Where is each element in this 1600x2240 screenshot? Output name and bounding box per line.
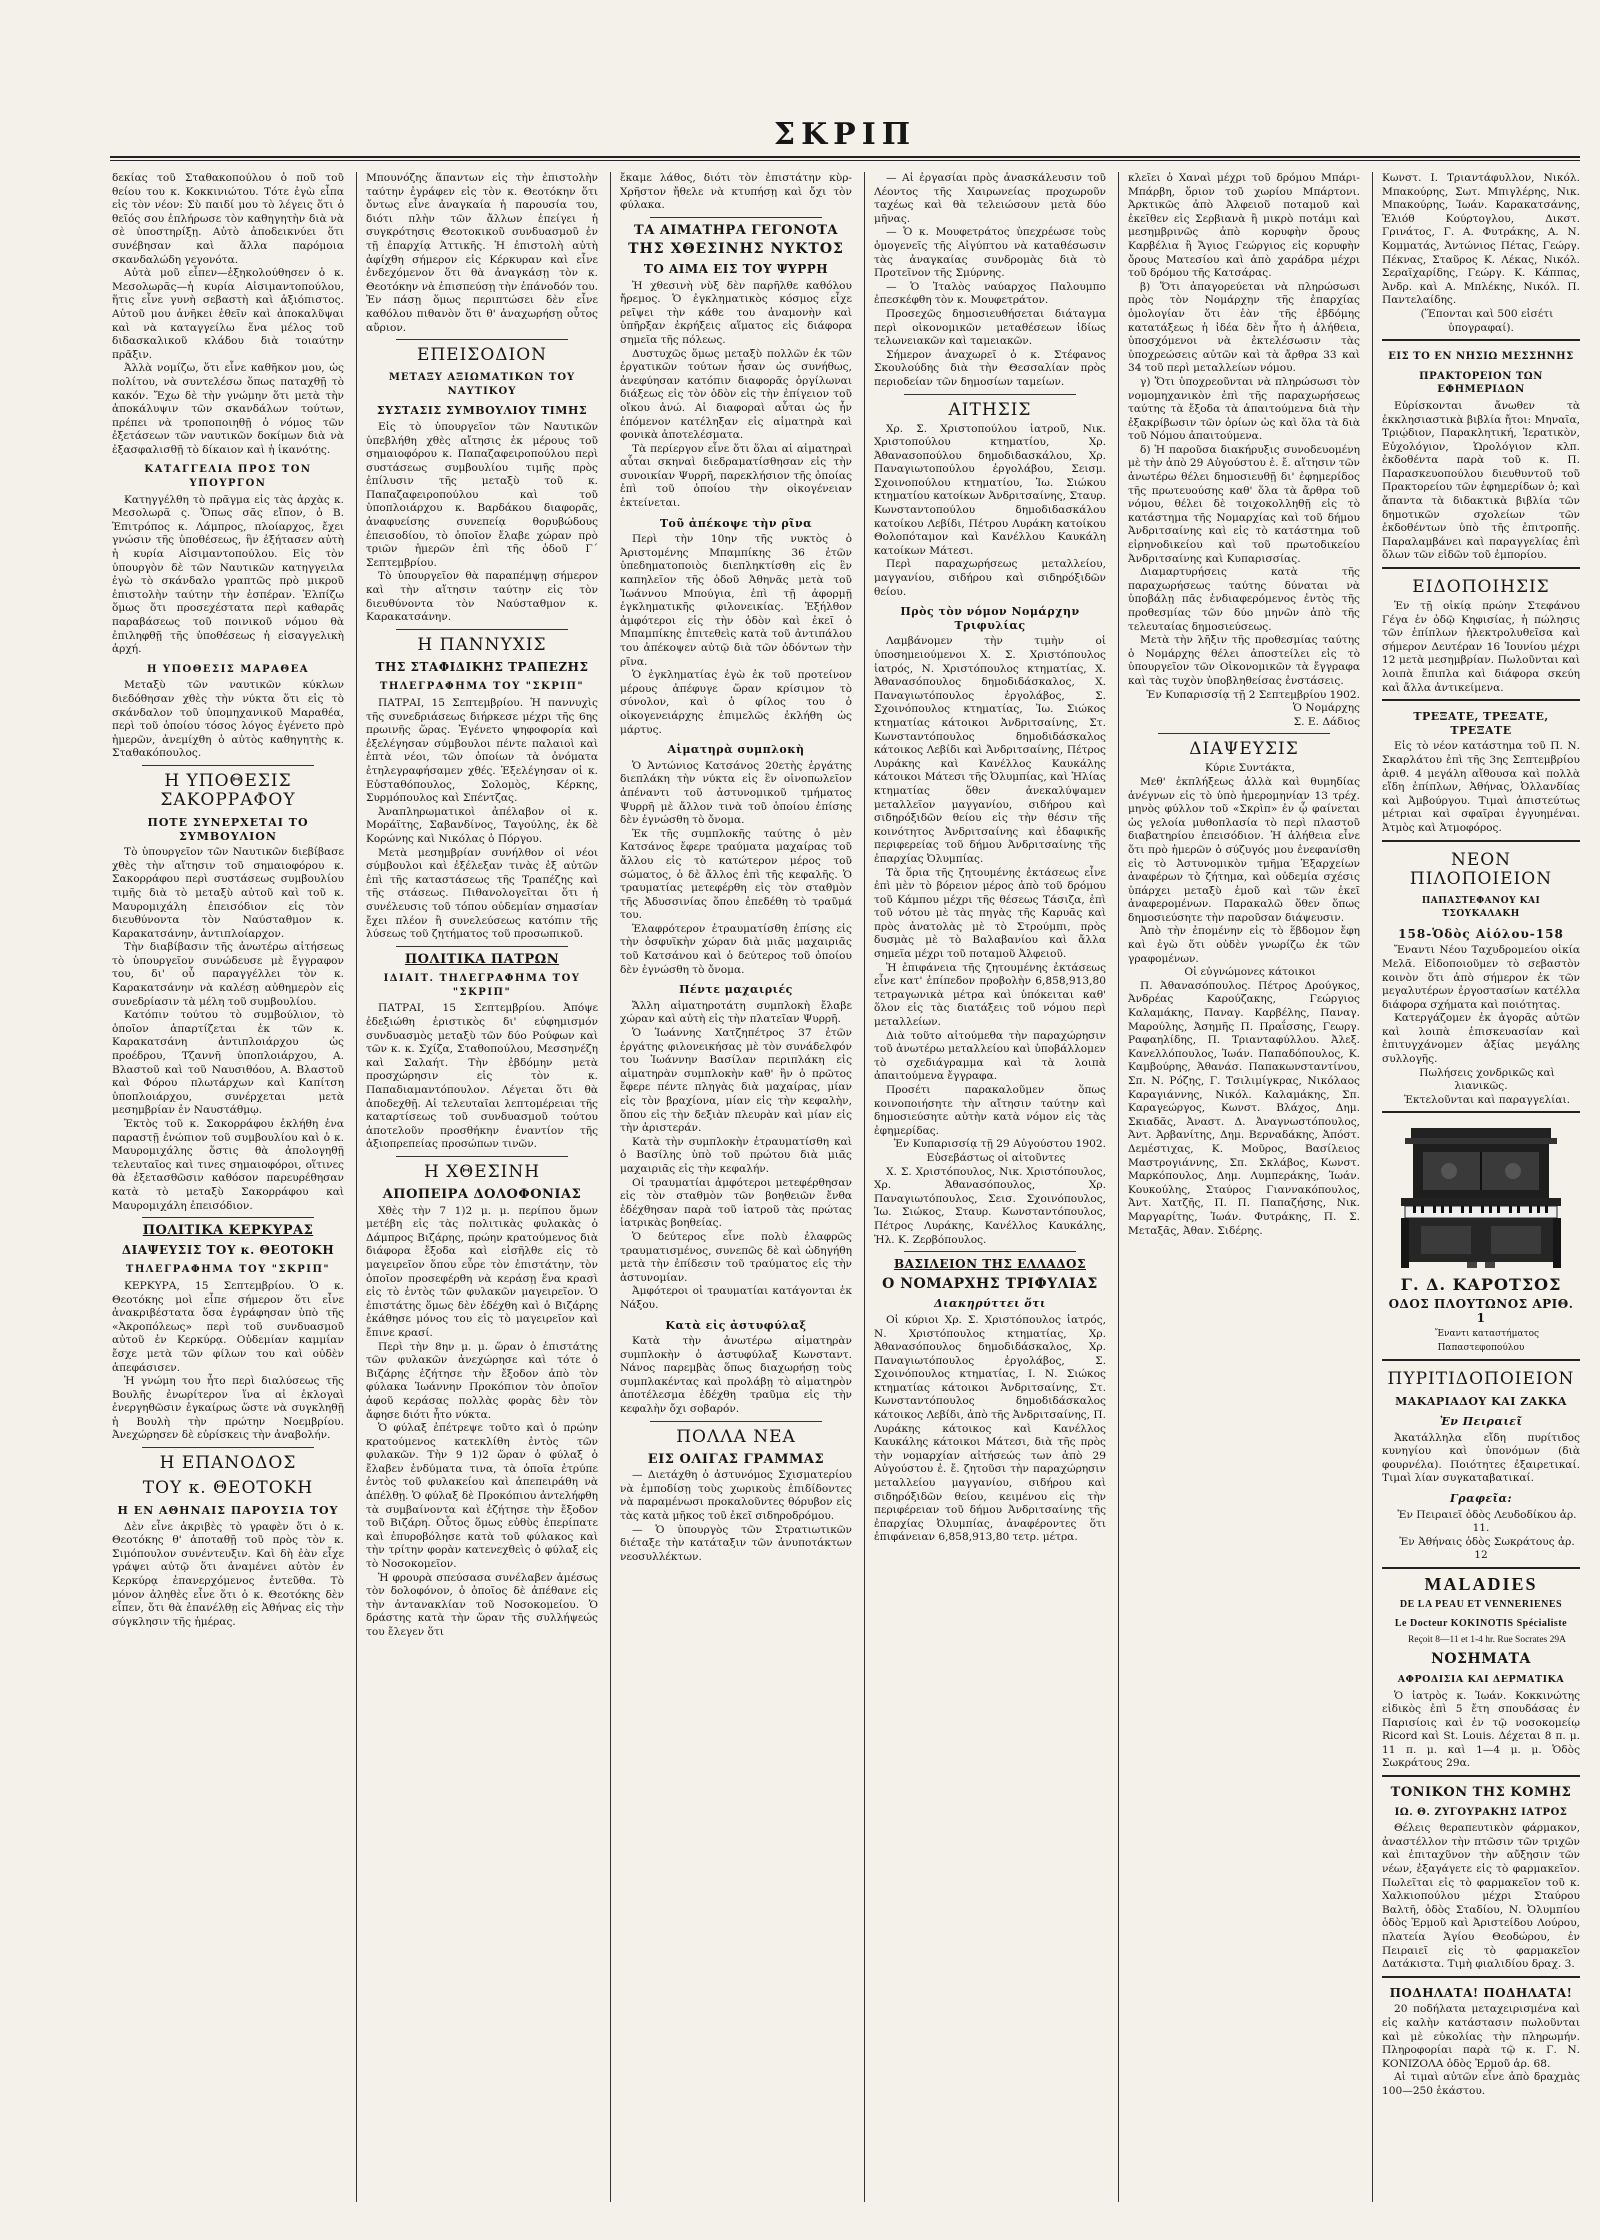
article-text: Ἄλλη αἱματηροτάτη συμπλοκὴ ἔλαβε χώραν καὶ αὐτὴ εἰς τὴν πλατεῖαν Ψυρρῆ. (620, 999, 852, 1026)
ad-heading: ΑΦΡΟΔΙΣΙΑ ΚΑΙ ΔΕΡΜΑΤΙΚΑ (1397, 1673, 1565, 1685)
signature-title: Ὁ Νομάρχης (1292, 702, 1360, 715)
article-text: Ἡ χθεσινὴ νὺξ δὲν παρῆλθε καθόλου ἤρεμος. Ὁ ἐγκληματικὸς κόσμος εἶχε ρεῖψει τὴν κάθε του ἀναμονὴν καὶ ὑπῆρξαν ἐκρήξεις αἵματος εἰς διάφορα σημεῖα τῆς πόλεως. (620, 279, 852, 346)
ad-bicycles (1382, 1976, 1580, 2099)
ad-heading: 158-Ὁδὸς Αἰόλου-158 (1398, 926, 1564, 941)
masthead-rule-thin (110, 160, 1580, 161)
article-text: Ὁ φύλαξ ἐπέτρεψε τοῦτο καὶ ὁ πρώην κρατούμενος κατεκλίθη ἐντὸς τῶν φυλακῶν. Τὴν 9 1)2 ὥραν ὁ φύλαξ ὁ ἔλαβεν ἐνδύματα τινα, τὰ ὁποῖα ἐτρύπε ἐντὸς τοῦ φυλακείου καὶ ἀπεπειράθη νὰ ἀπέλθῃ. Ὁ φύλαξ δὲ Προκόπιου ἀντελήφθη τὰ συμβαίνοντα καὶ ἐζήτησε τὴν ἔξοδον τοῦ Βιζάρη. Οὗτος ὅμως εὐθὺς ἐπερίπατε καὶ ἐπυροβόλησε κατὰ τοῦ φύλακος καὶ τὴν τρίτην φορὰν κατενεχθεὶς ὁ φύλαξ εἰς τὸ Νοσοκομεῖον. (366, 1422, 598, 1571)
ad-text: Πωλήσεις χονδρικῶς καὶ λιανικῶς. (1419, 1066, 1555, 1093)
salutation: Κύριε Συντάκτα, (1205, 762, 1295, 775)
article-text: Ὁ δεύτερος εἶνε πολὺ ἐλαφρῶς τραυματισμένος, συνεπῶς δὲ καὶ ὡδηγήθη μετὰ τὴν ἐπίδεσιν τοῦ τραύματος εἰς τὴν ἀστυνομίαν. (620, 1230, 852, 1284)
subheadline: ΤΗΣ ΣΤΑΦΙΔΙΚΗΣ ΤΡΑΠΕΖΗΣ (375, 659, 589, 674)
headline: ΤΗΣ ΧΘΕΣΙΝΗΣ ΝΥΚΤΟΣ (628, 241, 844, 258)
column-rule (1118, 172, 1119, 2202)
ad-gunpowder (1382, 1359, 1580, 1563)
ad-hat-factory (1382, 840, 1580, 1108)
ad-heading: ΠΟΔΗΛΑΤΑ! ΠΟΔΗΛΑΤΑ! (1389, 1985, 1573, 2000)
headline: Η ΕΠΑΝΟΔΟΣ (159, 1453, 297, 1474)
article-text: Περὶ παραχωρήσεως μεταλλείου, μαγγανίου, σιδήρου καὶ σιδηρόξιδῶν θείου. (874, 558, 1106, 598)
dateline-heading: ΤΗΛΕΓΡΑΦΗΜΑ ΤΟΥ "ΣΚΡΙΠ" (379, 681, 585, 693)
ad-heading: Ἐν Πειραιεῖ (1439, 1415, 1523, 1428)
dateline-heading: ΤΗΛΕΓΡΑΦΗΜΑ ΤΟΥ "ΣΚΡΙΠ" (125, 1264, 331, 1276)
headline: ΔΙΑΨΕΥΣΙΣ (1189, 739, 1299, 760)
article-text: Αὐτὰ μοῦ εἶπεν—ἐξηκολούθησεν ὁ κ. Μεσολωρᾶς—ἡ κυρία Αἰσιμαντοπούλου, ἥτις εἶνε γυνὴ σεβαστὴ καὶ ἀξιόπιστος. Αὐτοῦ μου ἀνῆκει ἐθεῖν καὶ ἀποκαλῦψαι καὶ νὰ καταγγείλω ἕνα μέλος τοῦ διδασκαλικοῦ κλάδου διὰ τοιαύτην πρᾶξιν. (112, 267, 344, 361)
article-text: — Διετάχθη ὁ ἀστυνόμος Σχισματερίου νὰ ἐμποδίσῃ τοὺς χωρικοὺς ἐπιδίδοντες νὰ παραμένωσι προκαλοῦντες θόρυβον εἰς τὰς κατὰ μῆκος τοῦ ἐκεῖ σιδηροδρόμου. (620, 1469, 852, 1523)
ad-heading: ΝΟΣΗΜΑΤΑ (1431, 1651, 1531, 1668)
article-text: Τὴν διαβίβασιν τῆς ἀνωτέρω αἰτήσεως τὸ ὑπουργεῖον συνώδευσε μὲ ἔγγραφον του, δι' οὗ παραγγέλλει τὸν κ. Καρακατσάνην νὰ καλέσῃ αὐθημερὸν εἰς συνεδρίασιν τὰ μέλη τοῦ συμβουλίου. (112, 941, 344, 1008)
ad-heading: ΙΩ. Θ. ΖΥΓΟΥΡΑΚΗΣ ΙΑΤΡΟΣ (1394, 1806, 1568, 1818)
column-rule (864, 172, 865, 2202)
ad-heading: ΕΙΔΟΠΟΙΗΣΙΣ (1412, 577, 1550, 598)
ad-heading: ΜΑΚΑΡΙΑΔΟΥ ΚΑΙ ΖΑΚΚΑ (1395, 1395, 1567, 1409)
headline: ΤΟΥ κ. ΘΕΟΤΟΚΗ (142, 1478, 314, 1499)
subheadline: Η ΕΝ ΑΘΗΝΑΙΣ ΠΑΡΟΥΣΙΑ ΤΟΥ (117, 1504, 339, 1518)
subheadline: Κατὰ εἰς ἀστυφύλαξ (665, 1318, 807, 1332)
ad-notice (1382, 567, 1580, 695)
article-text: Δυστυχῶς ὅμως μεταξὺ πολλῶν ἐκ τῶν ἐργατικῶν τούτων ἦσαν ὡς συνήθως, ἀνεφύησαν κατόπιν διαφορᾶς ὀργίλωναι διάξεως εἰς τὸν ὁδὸν εἰς τὴν ἐπίγειον τοῦ οἴκου ἀνώ. Αἱ διαφοραὶ αὗται ὡς ἦν ἐπόμενον κατέληξαν εἰς αἱματηρὰ καὶ φονικὰ ἀποτελέσματα. (620, 347, 852, 442)
article-text: Σήμερον ἀναχωρεῖ ὁ κ. Στέφανος Σκουλούδης διὰ τὴν Θεσσαλίαν πρὸς περιοδείαν τῶν δημοσίων ταμείων. (874, 348, 1106, 388)
article-text: ΠΑΤΡΑΙ, 15 Σεπτεμβρίου. Ἡ παννυχὶς τῆς συνεδριάσεως διήρκεσε μέχρι τῆς 6ης πρωινῆς ὥρας. Ἐγένετο ψηφοφορία καὶ ἐξελέγησαν σύμβουλοι πέντε παλαιοὶ καὶ ἑπτὰ νέοι, τῶν ὁποίων τὰ ὀνόματα ἐτηλεγραφήσαμεν χθές. Ἐξελέγησαν οἱ κ. Εὐσταθόπουλος, Σολομὸς, Κέρκης, Συρμόπουλος καὶ Σπέντζας. (366, 697, 598, 805)
ad-doctor (1382, 1567, 1580, 1771)
divider (396, 629, 568, 630)
article-text: Προσεχῶς δημοσιευθήσεται διάταγμα περὶ οἰκονομικῶν μεταθέσεων ἰδίως τελωνειακῶν καὶ ταμειακῶν. (874, 307, 1106, 348)
article-text: Δὲν εἶνε ἀκριβὲς τὸ γραφὲν ὅτι ὁ κ. Θεοτόκης θ' ἀποταθῇ τοῦ πρὸς τὸν κ. Σιμόπουλον συνέντευξιν. Καὶ δὴ ἐὰν εἶχε γράψει αὐτῷ ὅτι ἀναμένει αὐτὸν ἐν Κερκύρᾳ ἐπανερχόμενος ἐντεῦθα. Τὸ μόνον ἀληθὲς εἶνε ὅτι ὁ κ. Θεοτόκης δὲν εἶπεν, ὅτι θὰ ἐπανέλθῃ εἰς Ἀθήνας εἰς τὴν σύγκλησιν τῆς ἡμέρας. (112, 1520, 344, 1628)
article-text: Μετὰ τὴν λῆξιν τῆς προθεσμίας ταύτης ὁ Νομάρχης θέλει ἀποστείλει εἰς τὸ ὑπουργεῖον τῶν Οἰκονομικῶν τὰ ἔγγραφα καὶ τὰς τυχὸν ὑποβληθείσας ἐνστάσεις. (1128, 634, 1360, 687)
article-text: ἔκαμε λάθος, διότι τὸν ἐπιστάτην κὺρ-Χρῆστον ἤθελε νὰ κτυπήσῃ καὶ ὄχι τὸν φύλακα. (620, 172, 852, 212)
signatories: Π. Ἀθανασόπουλος. Πέτρος Δρούγκος, Ἀνδρέας Καρούζακης, Γεώργιος Καλαμάκης, Παναγ. Καρβέλης, Παναγ. Μαρούλης, Ἀσημῆς Π. Πραΐσσης, Γεωργ. Ραφαηλίδης, Π. Τριανταφύλλου. Ἀλεξ. Κανελλόπουλος, Ἰωάν. Παπαδόπουλος, Κ. Καμβούρης, Ἀθανάσ. Παπακωνσταντίνου, Σπ. Ν. Ρόζης, Γ. Τσιλιμίγκρας, Νικόλαος Καραγιάννης, Νικόλ. Καλαμάκης, Σπ. Καραγεώργος, Κωνστ. Βλάχος, Δημ. Σκιαδᾶς, Ἀναστ. Δ. Ἀναγνωστόπουλος, Ἀντ. Ἀρβανίτης, Δημ. Βερναδάκης, Ἀπόστ. Δεμέστιχας, Κ. Μοῦρος, Βασίλειος Μαστρογιάννης, Σπ. Σκλάβος, Κωνστ. Μαρκόπουλος, Δημ. Λυμπεράκης, Ἰωάν. Κουκούλης, Σταύρος Γιαννακόπουλος, Ἀντ. Χατζῆς, Π. Π. Παπαζήσης, Νικ. Μαργαρίτης, Ἰωάν. Φυτράκης, Π. Σ. Μεταξᾶς, Ἀθαν. Σιδέρης. (1128, 979, 1360, 1237)
headline: ΠΟΛΛΑ ΝΕΑ (676, 1426, 796, 1447)
article-text: Διὰ τοῦτο αἰτούμεθα τὴν παραχώρησιν τοῦ ἀνωτέρω μεταλλείου καὶ ὑποβάλλομεν τὸ σχεδιάγραμμα καὶ τὰ λοιπὰ ἀπαιτούμενα ἔγγραφα. (874, 1029, 1106, 1083)
article-text: Ἀπὸ τὴν ἐπομένην εἰς τὸ ἕβδομον ἔφη καὶ ἐγὼ ὅτι οὐδὲν γνωρίζω ἐκ τῶν γραφομένων. (1128, 925, 1360, 965)
article-text: — Ὁ Ἰταλὸς ναύαρχος Παλουμπο ἐπεσκέφθη τὸν κ. Μουφετράτον. (874, 280, 1106, 307)
piano-icon (1391, 1122, 1571, 1272)
ad-text: 20 ποδήλατα μεταχειρισμένα καὶ εἰς καλὴν κατάστασιν πωλοῦνται καὶ μὲ εὐκολίας τὴν πληρωμήν. Πληροφορίαι παρὰ τῷ κ. Γ. Ν. ΚΟΝΙΖΟΛΑ ὁδὸς Ἑρμοῦ ἀρ. 68. (1382, 2003, 1580, 2070)
article-text: Ἀναπληρωματικοὶ ἀπέλαβον οἱ κ. Μοράϊτης, Σαβανδίνος, Ταγούλης, ἐκ δὲ Κορώνης καὶ Νικόλας ὁ Πόργου. (366, 805, 598, 845)
masthead-title: ΣΚΡΙΠ (773, 117, 917, 152)
divider (142, 765, 314, 766)
subheadline: ΠΟΤΕ ΣΥΝΕΡΧΕΤΑΙ ΤΟ ΣΥΜΒΟΥΛΙΟΝ (147, 815, 309, 843)
subheadline: ΣΥΣΤΑΣΙΣ ΣΥΜΒΟΥΛΙΟΥ ΤΙΜΗΣ (376, 404, 588, 418)
article-text: δεκίας τοῦ Σταθακοπούλου ὁ ποῦ τοῦ θείου του κ. Κοκκινιώτου. Τότε ἐγὼ εἶπα εἰς τὸν νέον: Σὺ παιδί μου τὸ λέγεις ὅτι ὁ θεῖός σου ἐπλήρωσε τὸν καθηγητὴν διὰ νὰ σὲ ὑποστηρίξῃ. Αὐτὸ ἀποδεικνύει ὅτι συνέβησαν καὶ ἄλλα παρόμοια σκανδαλώδη γεγονότα. (112, 172, 344, 266)
article-text: Μεθ' ἐκπλήξεως ἀλλὰ καὶ θυμηδίας ἀνέγνων εἰς τὸ ὑπὸ ἡμερομηνίαν 13 τρέχ. μηνὸς φύλλον τοῦ «Σκρὶπ» ἐν ᾧ φαίνεται ὡς γελοία μυθοπλασία τὸ περὶ πλαστοῦ διαβατηρίου ἐπεισόδιον. Ἡ ἀλήθεια εἶνε ὅτι πρὸ ἡμερῶν ὁ σύζυγός μου ἐνεφανίσθη εἰς τὸ Ἀστυνομικὸν τμῆμα Ἐξαρχείων ἀναφέρων τὸ ζήτημα, καὶ οὐδεμία σχέσις ὑπάρχει μεταξὺ ἐμοῦ καὶ τῶν ἐκεῖ ἀναφερομένων. Παρακαλῶ ὅθεν ὅπως δημοσιεύσητε τὴν παροῦσαν διάψευσιν. (1128, 775, 1360, 924)
subheadline: Τοῦ ἀπέκοψε τὴν ρῖνα (659, 516, 813, 530)
headline: ΠΟΛΙΤΙΚΑ ΠΑΤΡΩΝ (404, 951, 560, 967)
divider (396, 1156, 568, 1157)
article-text: ΠΑΤΡΑΙ, 15 Σεπτεμβρίου. Ἀπόψε ἐδεξιώθη ἐριστικὸς δι' εὐφημισμόν συνδυασμὸς μεταξὺ τῶν δύο Ρούφων καὶ τῶν κ. κ. Σχίζα, Σταθοπούλου, Μεσσηνέζη καὶ Σαλαήτ. Τὴν ἐβδόμην μετὰ προσχώρησιν εἰς τὸν κ. Παπαδιαμαντόπουλον. Λέγεται ὅτι θὰ ἀποδεχθῇ. Αἱ τελευταῖαι λεπτομέρειαι τῆς καταρτίσεως τοῦ συνδυασμοῦ τούτου ἀποτελοῦν προσθήκην ἐναντίον τῆς ἀξιοπρεπείας προσώπων τινῶν. (366, 1002, 598, 1151)
ad-heading: ΤΡΕΞΑΤΕ, ΤΡΕΞΑΤΕ, ΤΡΕΞΑΤΕ (1413, 710, 1549, 737)
subheadline: Πέντε μαχαιριές (679, 983, 793, 997)
ad-text: Κατεργάζομεν ἐκ ἀγορᾶς αὐτῶν καὶ λοιπὰ ἐπισκευασίαν καὶ ἐπιτυγχάνομεν ἀξίας μεγάλης συλλογῆς. (1382, 1012, 1580, 1066)
subheadline: ΔΙΑΨΕΥΣΙΣ ΤΟΥ κ. ΘΕΟΤΟΚΗ (121, 1242, 335, 1257)
article-text: κλεῖει ὁ Χαναὶ μέχρι τοῦ δρόμου Μπάρι-Μπάρβη, ὅριον τοῦ χωρίου Μπάρτονι. Ἀρκτικῶς ἀπὸ Ἀλφειοῦ ποταμοῦ καὶ ἐκεῖθεν εἰς Σερβιανὰ ἢ μικρὸ ποτάμι καὶ μεσημβρινῶς ἀπὸ κορυφὴν ὄρους Καρβέλια ἢ Ἄγιος Γεώργιος εἰς κορυφὴν ὄρους Ματεσίου καὶ ἀπὸ χαράδρα μέχρι τοῦ δρόμου τῆς Κατσάρας. (1128, 172, 1360, 280)
article-text: Ἡ γνώμη του ἦτο περὶ διαλύσεως τῆς Βουλῆς ἐνωρίτερον ἵνα αἱ ἐκλογαὶ ἐνεργηθῶσιν ἐγκαίρως ὥστε νὰ συγκληθῇ ἡ Βουλὴ τὴν πρώτην Νοεμβρίου. Ἀνεχώρησεν δὲ εὐρίσκεις τὴν ἀναβολήν. (112, 1375, 344, 1442)
subheadline: ΤΟ ΑΙΜΑ ΕΙΣ ΤΟΥ ΨΥΡΡΗ (643, 261, 829, 276)
divider (142, 1447, 314, 1448)
article-text: Ἀμφότεροι οἱ τραυματίαι κατάγονται ἐκ Νάξου. (620, 1285, 852, 1311)
dateline: Ἐν Κυπαρισσίᾳ τῇ 2 Σεπτεμβρίου 1902. (1146, 688, 1360, 701)
column-1 (112, 172, 344, 2202)
divider (396, 946, 568, 947)
article-text: Μετὰ μεσημβρίαν συνήλθον οἱ νέοι σύμβουλοι καὶ ἐξέλεξαν τινὰς ἐξ αὐτῶν ἐπὶ τῆς καταστάσεως τῆς Τραπέζης καὶ τῆς στάσεως. Πιθανολογεῖται ὅτι ἡ συνέλευσις τοῦ τόπου οὐδεμίαν σημασίαν ἔχει πλέον ἢ συνελεύσεως κατόπιν τῆς λύσεως τοῦ ζητήματος τοῦ προσωπικοῦ. (366, 846, 598, 941)
article-text: Διαμαρτυρήσεις κατὰ τῆς παραχωρήσεως ταύτης δύναται νὰ ὑποβάλῃ πᾶς ἐνδιαφερόμενος ἐντὸς τῆς προθεσμίας τῶν δύο μηνῶν ἀπὸ τῆς τελευταίας δημοσιεύσεως. (1128, 566, 1360, 633)
article-text: Τὸ ὑπουργεῖον θὰ παραπέμψῃ σήμερον καὶ τὴν αἴτησιν ταύτην εἰς τὸν διευθύνοντα τὸν Ναύσταθμον κ. Καρακατσάνην. (366, 570, 598, 624)
ad-text: Εἰς τὸ νέον κατάστημα τοῦ Π. Ν. Σκαρλάτου ἐπὶ τῆς 3ης Σεπτεμβρίου ἀριθ. 4 μεγάλη αἴθουσα καὶ πολλὰ εἴδη ἐπίπλων, Ἀθήνας, Ὀλλανδίας καὶ Ἀμβούργου. Τιμαὶ ἀπιστεύτως μέτριαι καὶ σφαῖραι ἐγγυημέναι. Ἀτμὸς καὶ Ἀτμοφόρος. (1382, 740, 1580, 834)
columns (112, 172, 1580, 2202)
article-text: Εἰς τὸ ὑπουργεῖον τῶν Ναυτικῶν ὑπεβλήθη χθὲς αἴτησις ἐκ μέρους τοῦ σημαιοφόρου κ. Παπαζαφειροπούλου περὶ συστάσεως συμβουλίου τιμῆς πρὸς ἐπίλυσιν τῆς μεταξὺ τοῦ κ. Παπαζαφειροπούλου καὶ τοῦ ὑποπλοιάρχου κ. Βαρδάκου διαφορᾶς, ἀναφυείσης συνεπείᾳ θορυβώδους ἐπεισοδίου, τὸ ὁποῖον ἔλαβε χώραν πρὸ τριῶν ἡμερῶν ἐπὶ τῆς ὁδοῦ Γ΄ Σεπτεμβρίου. (366, 420, 598, 569)
headline: ΠΟΛΙΤΙΚΑ ΚΕΡΚΥΡΑΣ (142, 1223, 314, 1239)
column-5 (1128, 172, 1360, 2202)
masthead-rule (110, 156, 1580, 158)
article-text: — Ὁ ὑπουργὸς τῶν Στρατιωτικῶν διέταξε τὴν κατάταξιν τῶν ἀνυποτάκτων νεοσυλλέκτων. (620, 1523, 852, 1563)
ad-text: Ἐν τῇ οἰκίᾳ πρώην Στεφάνου Γέγα ἐν ὁδῷ Κηφισίας, ἡ πώλησις τῶν ἐπίπλων ἠλεκτρολυθεῖσα καὶ σήμερον Δευτέραν 16 Ἰουνίου μέχρι 12 μετὰ μεσημβρίαν. Πωλοῦνται καὶ λοιπὰ ἔπιπλα καὶ διάφορα σκεύη καὶ ἄλλα ἀντικείμενα. (1382, 600, 1580, 694)
ad-text: Ἔναντι Νέου Ταχυδρομείου οἰκία Μελᾶ. Εἰδοποιοῦμεν τὸ σεβαστὸν κοινὸν ὅτι ἀπὸ σήμερον ἐκ τῶν μεγαλυτέρων ἐργοστασίων κατέλλα διάφορα σχήματα καὶ ποιότητας. (1382, 944, 1580, 1011)
article-text: Ἡ ἐπιφάνεια τῆς ζητουμένης ἐκτάσεως εἶνε κατ' ἐπίπεδον προβολὴν 6,858,913,80 τετραγωνικὰ μέτρα καὶ ὑπόκειται καθ' ὅλον εἰς τὰς διατάξεις τοῦ νόμου περὶ μεταλλείων. (874, 961, 1106, 1029)
ad-text: Ἀκατάλληλα εἴδη πυρίτιδος κυνηγίου καὶ ὑπονόμων (διὰ φουρνέλα). Ποιότητες ἐξαιρετικαί. Τιμαὶ λίαν συγκαταβατικαί. (1382, 1431, 1580, 1485)
ad-heading: Γ. Δ. ΚΑΡΟΤΣΟΣ (1400, 1275, 1562, 1295)
masthead (110, 118, 1580, 156)
article-text: Χρ. Σ. Χριστοπούλου ἰατροῦ, Νικ. Χριστοπούλου κτηματίου, Χρ. Ἀθανασοπούλου δημοδιδασκάλου, Χρ. Παναγιωτοπούλου ἐργολάβου, Σεισμ. Σχοινοπούλου κτηματίου, Ἰω. Σιώκου κτηματίου κατοίκων Ἀνδριτσαίνης, Σταυρ. Κωνσταντοπούλου δημοδιδασκάλου κατοίκου Λεβίδι, Πέτρου Λυράκη κατοίκου Θολοπόταμον καὶ Κανέλλου Καυκάλη κατοίκων Μάτεσι. (874, 422, 1106, 557)
note: (Ἕπονται καὶ 500 εἰσέτι ὑπογραφαί). (1420, 307, 1554, 334)
article-text: — Ὁ κ. Μουφετράτος ὑπεχρέωσε τοὺς ὁμογενεῖς τῆς Αἰγύπτου νὰ καταθέσωσιν τὰς ἀναγκαίας συνδρομὰς διὰ τὸ Προτεῖνον τῆς Σμύρνης. (874, 226, 1106, 280)
ad-text: Reçoit 8—11 et 1-4 hr. Rue Socrates 29A (1408, 1634, 1566, 1645)
article-text: Ἀλλὰ νομίζω, ὅτι εἶνε καθῆκον μου, ὡς πολίτου, νὰ συντελέσω ὅπως παταχθῇ τὸ κακόν. Ἔχω δὲ τὴν γνώμην ὅτι μετὰ τὴν ἀποκάλυψιν τῶν σκανδάλων τούτων, πρέπει νὰ τροποποιηθῇ ὁ νόμος τῶν ἐξετάσεων τῶν ναυτικῶν δοκίμων διὰ νὰ ἐξασφαλισθῇ τὸ δίκαιον καὶ ἡ ἱκανότης. (112, 362, 344, 456)
column-6-ads (1382, 172, 1580, 2202)
article-text: Προσέτι παρακαλοῦμεν ὅπως κοινοποιήσητε τὴν αἴτησιν ταύτην καὶ δημοσιεύσητε αὐτὴν κατὰ νόμον εἰς τὰς ἐφημερίδας. (874, 1084, 1106, 1137)
headline: Η ΧΘΕΣΙΝΗ (423, 1162, 541, 1182)
ad-bookstore (1382, 339, 1580, 563)
article-text: Μπουνόζης ἅπαντων εἰς τὴν ἐπιστολὴν ταύτην ἐγράφεν εἰς τὸν κ. Θεοτόκην ὅτι ὄντως εἶνε ἀναγκαία ἡ παρουσία του, διότι πλὴν τῶν ἄλλων ἐπείγει ἡ συγκρότησις Θεοτοκικοῦ συνδυασμοῦ ἐν τῇ ἐπαρχίᾳ Ἀττικῆς. Ἡ ἐπιστολὴ αὐτὴ ἀφίχθη σήμερον εἰς Κέρκυραν καὶ εἶνε ἐνδεχόμενον ὅτι θὰ ἀναγκάσῃ τὸν κ. Θεοτόκην νὰ ἐπισπεύσῃ τὴν ἐπάνοδόν του. Ἐν πάσῃ ὅμως περιπτώσει δὲν εἶνε καθόλου πιθανὸν ὅτι θ' ἀναχωρήσῃ οὗτος αὔριον. (366, 172, 598, 334)
divider (650, 217, 822, 218)
section-heading: Η ΥΠΟΘΕΣΙΣ ΜΑΡΑΘΕΑ (146, 663, 310, 675)
subheadline: Αἱματηρὰ συμπλοκὴ (667, 743, 805, 757)
dateline-heading: ΙΔΙΑΙΤ. ΤΗΛΕΓΡΑΦΗΜΑ ΤΟΥ "ΣΚΡΙΠ" (383, 973, 581, 998)
ad-hair-tonic (1382, 1775, 1580, 1972)
article-text: Ἡ φρουρὰ σπεύσασα συνέλαβεν ἀμέσως τὸν δολοφόνον, ὁ ὁποῖος δὲ ἀπέθανε εἰς τὴν ἀντανακλίαν τοῦ Νοσοκομείου. Ὁ δράστης κατὰ τὴν ὥραν τῆς συλλήψεώς του ἔλεγεν ὅτι (366, 1571, 598, 1638)
subheadline: ΜΕΤΑΞΥ ΑΞΙΩΜΑΤΙΚΩΝ ΤΟΥ ΝΑΥΤΙΚΟΥ (388, 372, 576, 397)
column-2 (366, 172, 598, 2202)
ad-heading: ΝΕΟΝ ΠΙΛΟΠΟΙΕΙΟΝ (1409, 849, 1553, 889)
article-text: — Αἱ ἐργασίαι πρὸς ἀνασκάλευσιν τοῦ Λέοντος τῆς Χαιρωνείας προχωροῦν ταχέως καὶ θὰ τελειώσουν μετὰ δύο μῆνας. (874, 172, 1106, 225)
divider (396, 339, 568, 340)
headline: Ο ΝΟΜΑΡΧΗΣ ΤΡΙΦΥΛΙΑΣ (882, 1275, 1098, 1292)
column-3 (620, 172, 852, 2202)
article-text: Κατὰ τὴν ἀνωτέρω αἱματηρὰν συμπλοκὴν ὁ ἀστυφύλαξ Κωνσταντ. Νάνος παρεμβὰς ὅπως διαχωρήσῃ τοὺς συμπλακέντας καὶ προλάβῃ τὸ αἱματηρὸν ἀποτέλεσμα ἐδέχθη τραῦμα εἰς τὴν κεφαλὴν ὄχι σοβαρόν. (620, 1335, 852, 1416)
column-4 (874, 172, 1106, 2202)
ad-text: Ἐκτελοῦνται καὶ παραγγελίαι. (1403, 1093, 1570, 1106)
headline: ΒΑΣΙΛΕΙΟΝ ΤΗΣ ΕΛΛΑΔΟΣ (894, 1257, 1086, 1272)
article-text: Ὁ ἐγκληματίας ἐγὼ ἐκ τοῦ προτείνον μέρους ἀπέφυγε ὥραν κρίσιμον τὸ σύνολον, καὶ ὁ φίλος του ὁ οἰκογενειάρχης ἐπιμελῶς ἐκλήθη ὡς μάρτυς. (620, 669, 852, 736)
article-text: Ἐκτὸς τοῦ κ. Σακορράφου ἐκλήθη ἐνα παραστῇ ἐνώπιον τοῦ συμβουλίου καὶ ὁ κ. Μαυρομιχάλης ὅστις θὰ ἀπολογηθῇ τελευταῖος καὶ τινες σημαιοφόροι, οἵτινες θὰ ἐξετασθῶσιν καθόσον παρευρέθησαν κατὰ τὸ μεταξὺ Σακορράφου καὶ Μαυρομιχάλη ἐπεισόδιον. (112, 1118, 344, 1212)
article-text: Τὰ ὅρια τῆς ζητουμένης ἐκτάσεως εἶνε ἐπὶ μὲν τὸ βόρειον μέρος ἀπὸ τοῦ δρόμου τοῦ Κάμπου μέχρι τῆς θέσεως Τάσιζα, ἐπὶ τοῦ νότου μὲ τὰς πηγὰς τῆς Καρυᾶς καὶ πρὸς ἀνατολὰς μὲ τὸ Στρούμπι, πρὸς δυσμὰς μὲ τὸ Βαλαβανίου καὶ ἄλλα σημεῖα μέχρι τοῦ ποταμοῦ Ἀλφειοῦ. (874, 866, 1106, 961)
ad-text: Ἐν Πειραιεῖ ὁδὸς Λευδοδίκου ἀρ. 11. (1397, 1508, 1577, 1535)
ad-heading: ΠΑΠΑΣΤΕΦΑΝΟΥ ΚΑΙ ΤΣΟΥΚΑΛΑΚΗ (1421, 895, 1541, 920)
headline: ΑΙΤΗΣΙΣ (948, 399, 1032, 420)
signature-name: Σ. Ε. Δάδιος (1293, 715, 1360, 728)
ad-text: Αἱ τιμαὶ αὐτῶν εἶνε ἀπὸ δραχμὰς 100—250 ἑκάστου. (1382, 2071, 1580, 2097)
ad-text: Ἔναντι καταστήματος Παπαστεφοπούλου (1434, 1329, 1540, 1353)
ad-heading: Le Docteur KOKINOTIS Spécialiste (1394, 1618, 1568, 1630)
article-text: Ὁ Ἰωάννης Χατζηπέτρος 37 ἐτῶν ἐργάτης φιλονεικήσας μὲ τὸν συνάδελφόν του Ἰωάννην Βασίλαν περιπλάκη εἰς αἱματηρὰν συμπλοκὴν καθ' ἣν ὁ πρῶτος ἔφερε πέντε πληγὰς διὰ μαχαίρας, μίαν εἰς τὸν βραχίονα, μίαν εἰς τὴν κεφαλὴν, ὅπου εἰς τὴν δεξιὰν πλευρὰν καὶ μίαν εἰς τὴν ἀριστεράν. (620, 1027, 852, 1135)
article-text: Ἐκ τῆς συμπλοκῆς ταύτης ὁ μὲν Κατσάνος ἔφερε τραύματα μαχαίρας τοῦ ἄλλου εἰς τὸ κατώτερον μέρος τοῦ σώματος, ὁ δὲ ἄλλος ἐπὶ τῆς κεφαλῆς. Ὁ τραυματίας μετεφέρθη εἰς τὸν σταθμὸν τῆς Ἀδυσσινίας ὅπου ἐπεδέθη τὸ τραῦμά του. (620, 827, 852, 922)
ad-text: Ὁ ἰατρὸς κ. Ἰωάν. Κοκκινώτης εἰδικὸς ἐπὶ 5 ἔτη σπουδάσας ἐν Παρισίοις καὶ ἐν τῷ νοσοκομείῳ Ricord καὶ St. Louis. Δέχεται 8 π. μ. 11 π. μ. καὶ 1—4 μ. μ. Ὁδὸς Σωκράτους 29α. (1382, 1689, 1580, 1770)
subheadline: ΑΠΟΠΕΙΡΑ ΔΟΛΟΦΟΝΙΑΣ (382, 1187, 582, 1202)
headline: ΤΑ ΑΙΜΑΤΗΡΑ ΓΕΓΟΝΟΤΑ (634, 222, 838, 238)
article-text: Περὶ τὴν 10ην τῆς νυκτὸς ὁ Ἀριστομένης Μπαμπίκης 36 ἐτῶν ὑπεδηματοποιὸς διεπληκτίσθη εἰς ἓν καπηλεῖον τῆς ὁδοῦ Ἀθηνᾶς μετὰ τοῦ Ἰωάννου Μπούγια, ἐπὶ τῇ ἀφορμῇ ἐγκληματικῆς φιλονεικίας. Ἐξήλθον ἀμφότεροι εἰς τὴν ὁδὸν καὶ ἐκεῖ ὁ Μπαμπίκης ἐπιτεθεὶς κατὰ τοῦ ἀντιπάλου του ἀπέκοψεν αὐτῷ διὰ τῶν ὀδόντων τὴν ρῖνα. (620, 533, 852, 668)
ad-heading: ΠΥΡΙΤΙΔΟΠΟΙΕΙΟΝ (1387, 1369, 1575, 1390)
closing: Εὐσεβάστως οἱ αἰτοῦντες (926, 1151, 1066, 1164)
article-text: Οἱ τραυματίαι ἀμφότεροι μετεφέρθησαν εἰς τὸν σταθμὸν τῶν βοηθειῶν ἔνθα ἐδέχθησαν παρὰ τοῦ ἰατροῦ τὰς πρώτας ἰατρικὰς βοηθείας. (620, 1176, 852, 1230)
subheadline: Πρὸς τὸν νόμον Νομάρχην Τριφυλίας (900, 605, 1080, 632)
ad-furniture (1382, 699, 1580, 835)
article-text: δ) Ἡ παροῦσα διακήρυξις συνοδευομένη μὲ τὴν ἀπὸ 29 Αὐγούστου ἐ. ἔ. αἴτησιν τῶν ἀνωτέρω θέλει δημοσιευθῇ δι' ἐφημερίδος τῆς πρωτευούσης καθ' ὅλα τὰ ἄρθρα τοῦ νόμου, θέλει δὲ τοιχοκολληθῇ εἰς τὸ κατάστημα τῆς Νομαρχίας καὶ τοῦ δήμου Ἀνδριτσαίνης καὶ εἰς τὸ κατάστημα τοῦ εἰρηνοδικείου καὶ τοῦ πρωτοδικείου Ἀνδριτσαίνης καὶ Κυπαρισσίας. (1128, 443, 1360, 565)
subheadline: ΕΙΣ ΟΛΙΓΑΣ ΓΡΑΜΜΑΣ (647, 1451, 825, 1467)
section-heading: ΚΑΤΑΓΓΕΛΙΑ ΠΡΟΣ ΤΟΝ ΥΠΟΥΡΓΟΝ (144, 464, 312, 490)
closing: Οἱ εὐγνώμονες κάτοικοι (1184, 966, 1316, 979)
dateline: Ἐν Κυπαρισσίᾳ τῇ 29 Αὐγούστου 1902. (893, 1138, 1106, 1151)
divider (904, 394, 1076, 395)
ad-heading: MALADIES (1424, 1573, 1538, 1594)
ad-heading: ΤΟΝΙΚΟΝ ΤΗΣ ΚΟΜΗΣ (1390, 1785, 1572, 1801)
article-text: Ὁ Ἀντώνιος Κατσάνος 20ετὴς ἐργάτης διεπλάκη τὴν νύκτα εἰς ἓν οἰνοπωλεῖον ἀπέναντι τοῦ ἀστυνομικοῦ τμήματος Ψυρρῆ μὲ ἄλλον τινὰ τοῦ ὁποίου ἐπίσης δὲν ἐγνώσθη τὸ ὄνομα. (620, 759, 852, 827)
article-text: ΚΕΡΚΥΡΑ, 15 Σεπτεμβρίου. Ὁ κ. Θεοτόκης μοὶ εἶπε σήμερον ὅτι εἶνε ἀνακριβέστατα ὅσα ἐγράφησαν ὑπὸ τῆς «Ἀκροπόλεως» περὶ τοῦ συνδυασμοῦ αὐτοῦ ἐν Κερκύρᾳ. Οὐδεμίαν καμμίαν ἔσχε μετὰ τῶν φίλων του καὶ οὐδὲν ἀπεφάσισεν. (112, 1279, 344, 1374)
column-rule (610, 172, 611, 2202)
ad-text: Θέλεις θεραπευτικὸν φάρμακον, ἀναστέλλον τὴν πτῶσιν τῶν τριχῶν καὶ ἐπιταχῦνον τὴν αὔξησιν τῶν νέων, ἐξαγάγετε εἰς τὸ φαρμακεῖον. Πωλεῖται εἰς τὸ φαρμακεῖον τοῦ κ. Χαλκιοπούλου μέχρι Σταύρου Βαλτῆ, ὁδὸς Σταδίου, Ν. Ὀλυμπίου ὁδὸς Ἑρμοῦ καὶ Ἀριστείδου Λούρου, πλατεία Ἁγίου Θεοδώρου, ἐν Πειραιεῖ εἰς τὸ φαρμακεῖον Δατάκιστα. Τιμὴ φιαλιδίου δραχ. 3. (1382, 1822, 1580, 1971)
article-text: γ) Ὅτι ὑποχρεοῦνται νὰ πληρώσωσι τὸν νομομηχανικὸν ἐπὶ τῆς παραχωρήσεως ταύτης τὰ ἔξοδα τὰ ἀπαιτούμενα διὰ τὴν ἐξακρίβωσιν τῶν ὁρίων ὡς καὶ ὅλα τὰ διὰ τοῦ Νόμου ἀπαιτούμενα. (1128, 375, 1360, 443)
ad-heading: DE LA PEAU ET VENNERIENES (1399, 1598, 1563, 1610)
signatories: Κωνστ. Ι. Τριαντάφυλλον, Νικόλ. Μπακούρης, Σωτ. Μπιγλέρης, Νικ. Μπακούρης, Ἰωάν. Καρακατσάνης, Ἐλιόθ Κούρτογλου, Δικστ. Γρινάτος, Γ. Α. Φυτράκης, Α. Ν. Κομματάς, Ἀντώνιος Πέτας, Γεώργ. Πέκνας, Σταῦρος Κ. Λέκας, Νικόλ. Σεραϊχαρίδης, Γεώργ. Κ. Κάππας, Ἀνδρ. καὶ Α. Μπλέκης, Νικόλ. Π. Παντελαίδης. (1382, 172, 1580, 307)
divider (904, 1251, 1076, 1252)
article-text: β) Ὅτι ἀπαγορεύεται νὰ πληρώσωσι πρὸς τὸν Νομάρχην τῆς ἐπαρχίας ὁμολογίαν ὅτι ἐὰν τῆς ἐβδόμης κατατάξεως ἡ ἰδέα δὲν ἦτο ἡ ἀλήθεια, ὑποσχόμενοι νὰ ἐκτελέσωσιν τὰς ὑποχρεώσεις αὐτῶν καὶ τὰ ἄρθρα 33 καὶ 34 τοῦ περὶ μεταλλείων νόμου. (1128, 280, 1360, 375)
subheadline: Διακηρύττει ὅτι (934, 1297, 1046, 1311)
article-text: Τὸ ὑπουργεῖον τῶν Ναυτικῶν διεβίβασε χθὲς τὴν αἴτησιν τοῦ σημαιοφόρου κ. Σακορράφου περὶ συστάσεως συμβουλίου τιμῆς διὰ τὸ μεταξὺ αὐτοῦ καὶ τοῦ κ. Μαυρομιχάλη ἐπεισόδιον εἰς τὸν διευθύνοντα τὸν Ναύσταθμον κ. Καρακατσάνην, ἀντιπλοίαρχον. (112, 846, 344, 940)
article-text: Χθὲς τὴν 7 1)2 μ. μ. περίπου ὅμων μετέβη εἰς τὰς πολιτικὰς φυλακὰς ὁ Δάμπρος Βιζάρης, πρώην κρατούμενος διὰ διάφορα ἔξοδα καὶ εἰσῆλθε εἰς τὸ μαγειρεῖον ὅπου εὗρε τὸν ἐπιστάτην, τὸν ὁποῖον προσεφέρθη νὰ κεράσῃ ἕνα κρασὶ εἰς τὸ ἐντὸς τῶν φυλακῶν μαγειρεῖον. Ὁ ἐπιστάτης ὅμως δὲν ἐδέχθη καὶ ὁ Βιζάρης ἐκάθησε μόνος του εἰς τὸ μαγειρεῖον καὶ ἔπινε κρασί. (366, 1204, 598, 1339)
divider (650, 1421, 822, 1422)
article-text: Κατὰ τὴν συμπλοκὴν ἐτραυματίσθη καὶ ὁ Βασίλης ὑπὸ τοῦ πρώτου διὰ μιᾶς μαχαιριᾶς εἰς τὴν κεφαλήν. (620, 1135, 852, 1175)
headline: Η ΠΑΝΝΥΧΙΣ (417, 634, 547, 655)
ad-text: Ἐν Ἀθήναις ὁδὸς Σωκράτους ἀρ. 12 (1399, 1535, 1575, 1562)
ad-heading: ΕΙΣ ΤΟ ΕΝ ΝΗΣΙΩ ΜΕΣΣΗΝΗΣ (1388, 351, 1574, 363)
ad-text: Εὑρίσκονται ἄνωθεν τὰ ἐκκλησιαστικὰ βιβλία ἤτοι: Μηναῖα, Τριῴδιον, Παρακλητική, Ἱερατικὸν, Εὐχολόγιον, Ὡρολόγιον κλπ. ἐκδοθέντα παρὰ τοῦ κ. Π. Παρασκευοπούλου διευθυντοῦ τοῦ Πρακτορείου τῶν ἐφημερίδων ὁ; καὶ ἄπαντα τὰ διδακτικὰ βιβλία τῶν δημοτικῶν σχολείων τῶν ἐκδοθέντων ὑπὸ τῆς ἐπιτροπῆς. Παραλαμβάνει καὶ παραγγελίας ἐπὶ ὅλων τῶν εἰδῶν τοῦ ἐμπορίου. (1382, 399, 1580, 562)
article-text: Κατηγγέλθη τὸ πρᾶγμα εἰς τὰς ἀρχὰς κ. Μεσολωρᾶ ς. Ὅπως σᾶς εἴπον, ὁ Β. Ἐπιτρόπος κ. Λάμπρος, πλοίαρχος, ἔχει γνώσιν τῆς ὑποθέσεως, ἣν ἐξήτασεν αὐτὴ ἡ κυρία Αἰσιμαντοπούλου. Εἰς τὸν ὑπουργὸν δὲ τῶν Ναυτικῶν κατηγγειλα ἐγὼ τὸ σκάνδαλο γραπτῶς πρὸ μικροῦ ἐπιστολὴν ταύτην τὴν ἑσπέραν. Ἐλπίζω ὅμως ὅτι προσεχέστατα περὶ καθαρᾶς παραβάσεως τοῦ ποινικοῦ νόμου θὰ ἐπιληφθῇ τῆς ὑποθέσεως ἡ εἰσαγγελικὴ ἀρχή. (112, 493, 344, 656)
ad-heading: ΟΔΟΣ ΠΛΟΥΤΩΝΟΣ ΑΡΙΘ. 1 (1388, 1297, 1574, 1325)
article-text: Κατόπιν τούτου τὸ συμβούλιον, τὸ ὁποῖον ἀπαρτίζεται ἐκ τῶν κ. Καρακατσάνη ἀντιπλοιάρχου ὡς προέδρου, Τζαννῆ ὑποπλοιάρχου, Α. Βλαστοῦ καὶ τοῦ Ναυσιθόου, Α. Βλαστοῦ καὶ Φόρου πλωτάρχων καὶ Καπίτση ὑποπλοιάρχου, συνέρχεται μετὰ μεσημβρίαν ἐν Ναυστάθμῳ. (112, 1009, 344, 1117)
divider (142, 1217, 314, 1218)
article-text: Οἱ κύριοι Χρ. Σ. Χριστόπουλος ἰατρός, Ν. Χριστόπουλος κτηματίας, Χρ. Ἀθανασόπουλος δημοδιδάσκαλος, Χρ. Παναγιωτόπουλος ἐργολάβος, Σ. Σχοινόπουλος κτηματίας, Ι. Ν. Σιώκος κτηματίας κάτοικοι Ἀνδριτσαίνης, Στ. Κωνσταντόπουλος δημοδιδάσκαλος κάτοικος Λεβίδι, ἀπὸ τῆς Ἀνδριτσαίνης, Π. Λυράκης κάτοικος καὶ Κανέλλος Καυκάλης κάτοικοι Μάτεσι, διὰ τῆς πρὸς τὴν νομαρχίαν αἰτήσεώς των ἀπὸ 29 Αὐγούστου ἐ. ἔ. ζητοῦσι τὴν παραχώρησιν μεταλλείου μαγγανίου, σιδήρου καὶ σιδηρόξιδῶν θείου, κειμένου εἰς τὴν περιφέρειαν τοῦ δήμου Ἀνδριτσαίνης τῆς ἐπαρχίας Ὀλυμπίας, ἀναφέροντες ὅτι ἐπιφάνειαν 6,858,913,80 τετρ. μέτρα. (874, 1313, 1106, 1544)
divider (1158, 733, 1330, 734)
headline: ΕΠΕΙΣΟΔΙΟΝ (416, 345, 548, 366)
column-rule (356, 172, 357, 2202)
article-text: Τὰ περίεργον εἶνε ὅτι ὅλαι αἱ αἱματηραὶ αὗται σκηναὶ διεδραματίσθησαν εἰς τὴν συνοικίαν Ψυρρῆ, παρεκλήσιον τῆς ὁποίας ἐπὶ τοῦ ὁποίου τὴν οἰκογένειαν ἐκτείνεται. (620, 442, 852, 510)
article-text: Περὶ τὴν 8ην μ. μ. ὥραν ὁ ἐπιστάτης τῶν φυλακῶν ἀνεχώρησε καὶ τότε ὁ Βιζάρης ἐζήτησε τὴν ἔξοδον ἀπὸ τὸν φύλακα Ἰωάννην Προκόπιον τὸν ὁποῖον ἀφοῦ κεράσας πολλὰς φορὰς δὲν τὸν ἄφησε διότι ἦτο νύκτα. (366, 1340, 598, 1421)
ad-piano (1382, 1111, 1580, 1355)
ad-heading: ΠΡΑΚΤΟΡΕΙΟΝ ΤΩΝ ΕΦΗΜΕΡΙΔΩΝ (1419, 370, 1543, 396)
piano-illustration (1382, 1122, 1580, 1272)
headline: Η ΥΠΟΘΕΣΙΣ ΣΑΚΟΡΡΑΦΟΥ (160, 770, 296, 810)
ad-heading: Γραφεῖα: (1449, 1491, 1513, 1505)
column-rule (1372, 172, 1373, 2202)
article-text: Μεταξὺ τῶν ναυτικῶν κύκλων διεδόθησαν χθὲς τὴν νύκτα ὅτι εἰς τὸ σκάνδαλον τοῦ ὑπομηχανικοῦ Μαραθέα, περὶ τοῦ ὁποίου τόσος λόγος ἐγένετο πρὸ ἡμερῶν, ἀνεμίχθη ὁ αὐτὸς καθηγητὴς κ. Σταθακόπουλος. (112, 679, 344, 760)
article-text: Λαμβάνομεν τὴν τιμὴν οἱ ὑποσημειούμενοι Χ. Σ. Χριστόπουλος ἰατρός, Ν. Χριστόπουλος κτηματίας, Χ. Ἀθανασόπουλος δημοδιδάσκαλος, Χ. Παναγιωτόπουλος ἐργολάβος, Σ. Σχοινόπουλος κτηματίας, Ἰω. Σιώκος κτηματίας κάτοικοι Ἀνδριτσαίνης, Στ. Κωνσταντόπουλος δημοδιδάσκαλος κάτοικος Λεβίδι καὶ Ἀνδριτσαίνης, Πέτρος Λυράκης καὶ Κανέλλος Καυκάλης κάτοικοι Μάτεσι τῆς Ὀλυμπίας, καὶ Ἠλίας κτηματίας ὅθεν ἀνεκαλύψαμεν μεταλλεῖον μαγγανίου, σιδήρου καὶ σιδηρόξιδῶν θείου εἰς τὴν θέσιν τῆς κοινότητος Ἀνδριτσαίνης καὶ ἐδαφικῆς περιφερείας τοῦ δήμου Ἀνδριτσαίνης τῆς ἐπαρχίας Ὀλυμπίας. (874, 635, 1106, 865)
article-text: Ἐλαφρότερον ἐτραυματίσθη ἐπίσης εἰς τὴν ὀσφυϊκὴν χώραν διὰ μιᾶς μαχαιριᾶς τοῦ Κατσάνου καὶ ὁ δεύτερος τοῦ ὁποίου δὲν ἐγνώσθη τὸ ὄνομα. (620, 922, 852, 976)
signatories: Χ. Σ. Χριστόπουλος, Νικ. Χριστόπουλος, Χρ. Ἀθανασόπουλος, Χρ. Παναγιωτόπουλος, Σεισ. Σχοινόπουλος, Ἰω. Σιώκος, Σταυρ. Κωνσταντόπουλος, Πέτρος Λυράκης, Κανέλλος Καυκάλης, Ἠλ. Κ. Ζερβόπουλος. (874, 1165, 1106, 1246)
